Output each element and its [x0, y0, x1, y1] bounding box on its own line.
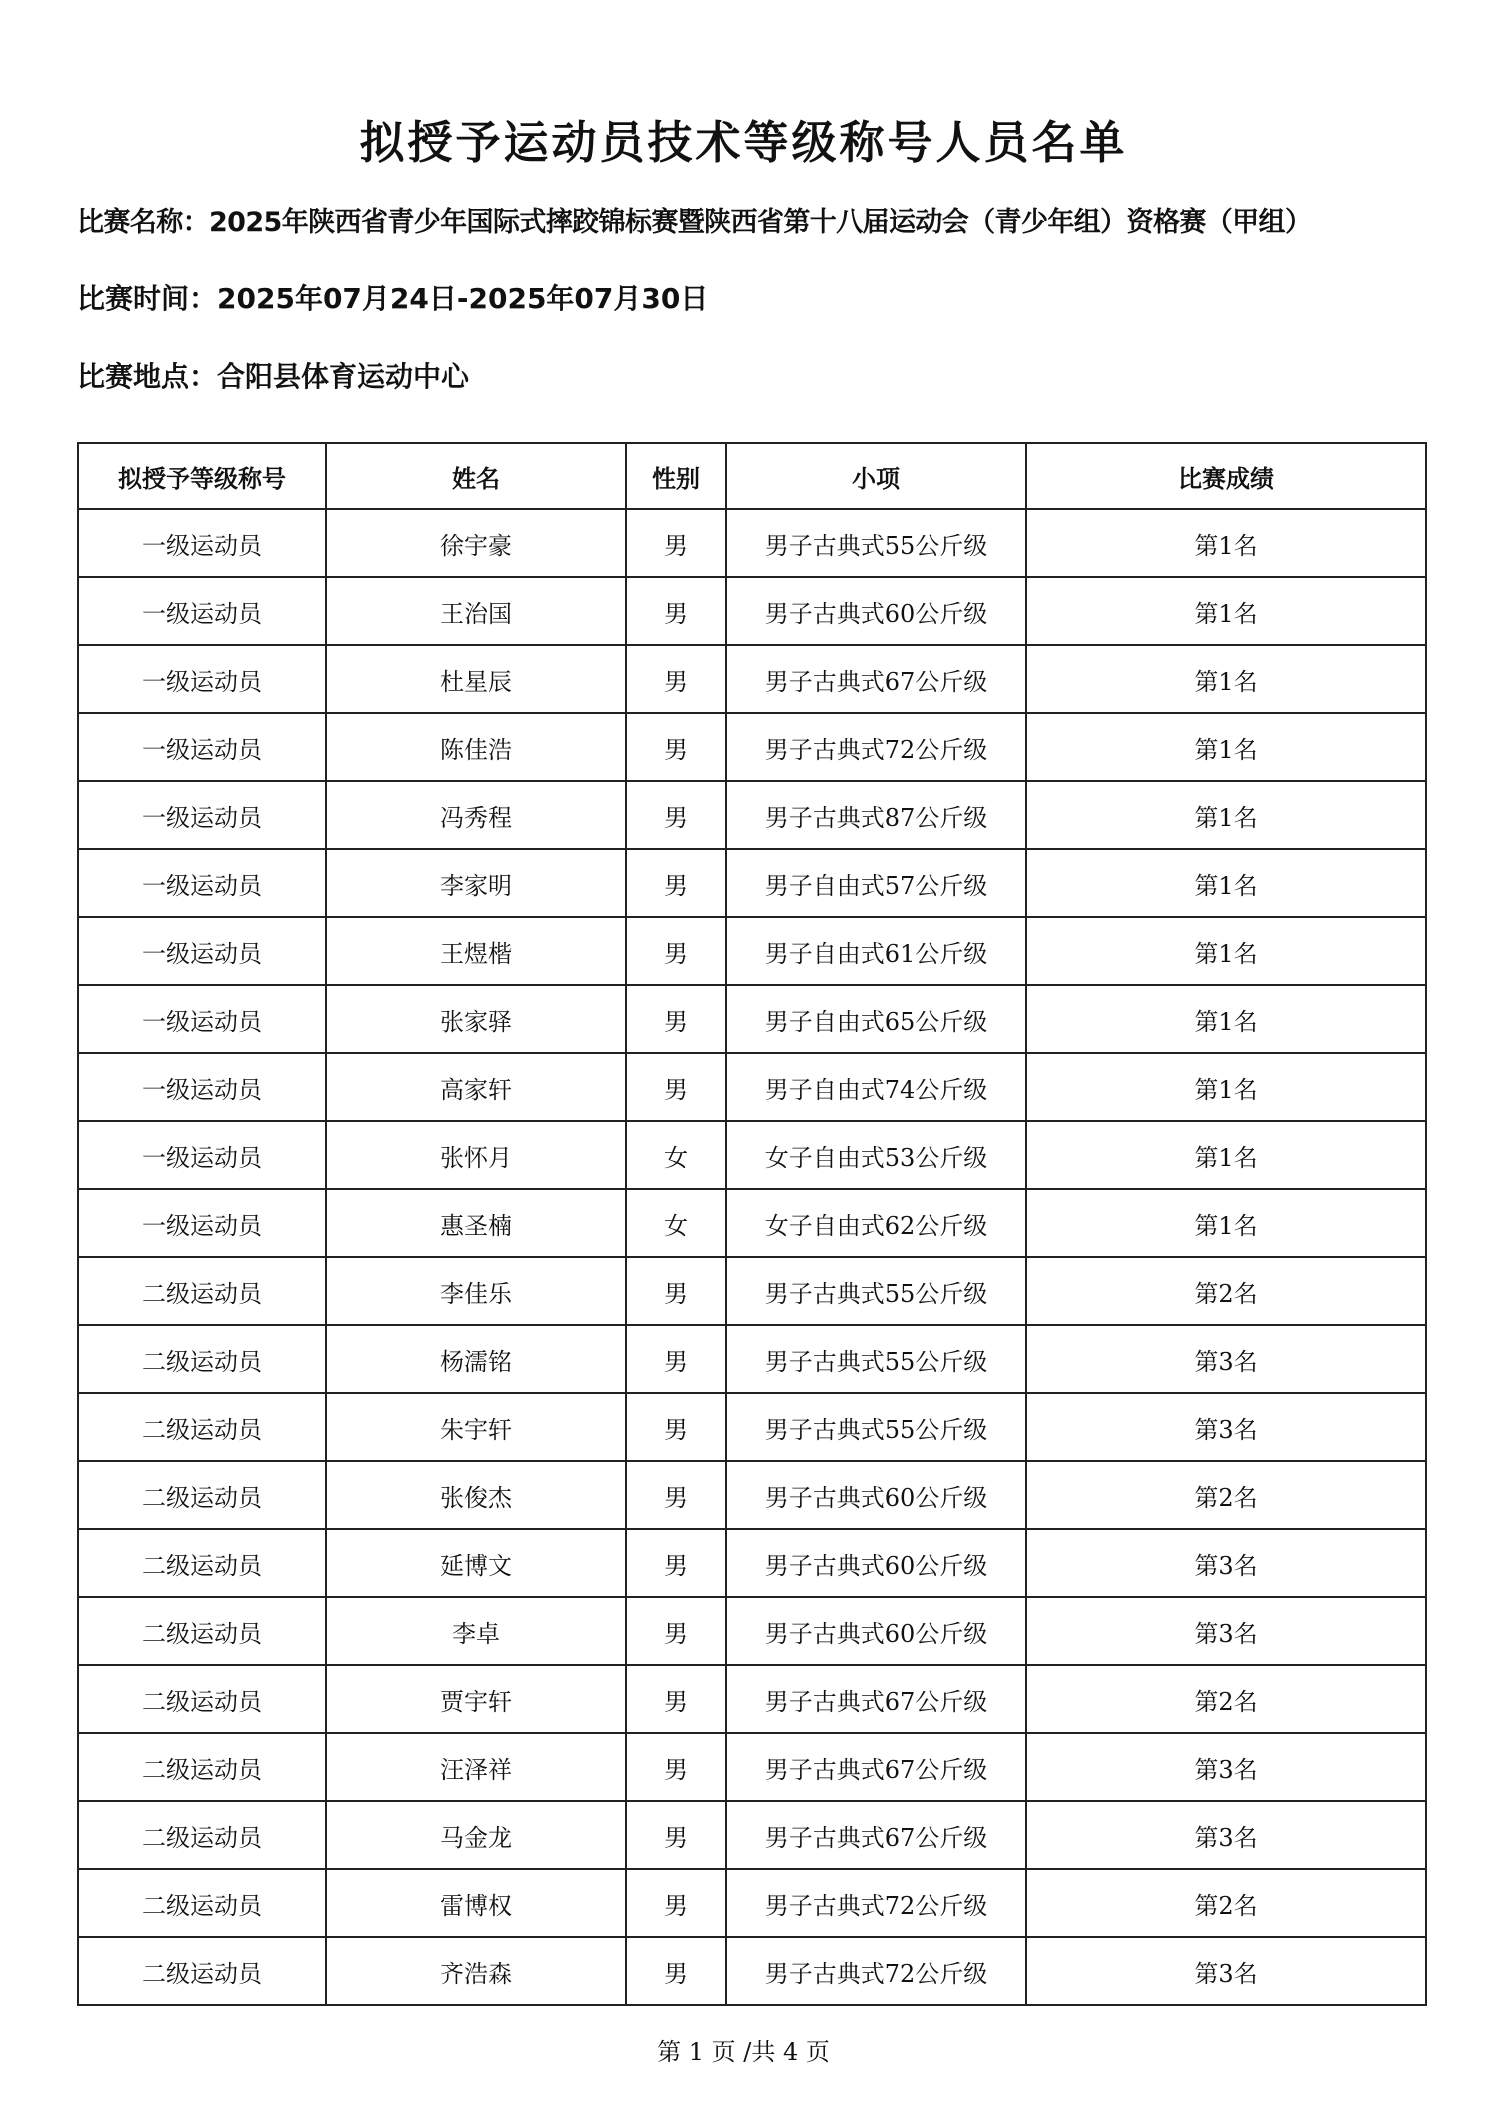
cell-level: 一级运动员 — [78, 1121, 326, 1189]
table-row — [78, 509, 1426, 577]
cell-level: 二级运动员 — [78, 1801, 326, 1869]
cell-sex: 男 — [626, 1597, 726, 1665]
cell-sex: 男 — [626, 1801, 726, 1869]
cell-level: 二级运动员 — [78, 1461, 326, 1529]
cell-sex: 男 — [626, 1461, 726, 1529]
cell-name: 齐浩森 — [326, 1937, 626, 2005]
table-row — [78, 1869, 1426, 1937]
table-row — [78, 1937, 1426, 2005]
cell-result: 第1名 — [1026, 1189, 1426, 1257]
cell-event: 男子古典式60公斤级 — [726, 577, 1026, 645]
cell-name: 高家轩 — [326, 1053, 626, 1121]
cell-event: 男子自由式65公斤级 — [726, 985, 1026, 1053]
cell-sex: 男 — [626, 1053, 726, 1121]
cell-result: 第1名 — [1026, 985, 1426, 1053]
cell-name: 汪泽祥 — [326, 1733, 626, 1801]
time-value: 2025年07月24日-2025年07月30日 — [217, 282, 709, 315]
cell-sex: 男 — [626, 509, 726, 577]
header-name: 姓名 — [326, 443, 626, 509]
cell-result: 第1名 — [1026, 1121, 1426, 1189]
cell-sex: 男 — [626, 1937, 726, 2005]
cell-event: 男子古典式60公斤级 — [726, 1597, 1026, 1665]
table-body — [78, 509, 1426, 2005]
cell-event: 男子古典式67公斤级 — [726, 1801, 1026, 1869]
cell-event: 男子古典式67公斤级 — [726, 645, 1026, 713]
cell-sex: 男 — [626, 645, 726, 713]
cell-sex: 男 — [626, 1393, 726, 1461]
cell-level: 一级运动员 — [78, 1189, 326, 1257]
table-row — [78, 1597, 1426, 1665]
cell-sex: 男 — [626, 781, 726, 849]
cell-event: 男子古典式55公斤级 — [726, 1393, 1026, 1461]
competition-value: 2025年陕西省青少年国际式摔跤锦标赛暨陕西省第十八届运动会（青少年组）资格赛（甲组） — [209, 207, 1312, 238]
cell-event: 男子古典式72公斤级 — [726, 713, 1026, 781]
cell-name: 张怀月 — [326, 1121, 626, 1189]
cell-level: 一级运动员 — [78, 1053, 326, 1121]
cell-event: 男子古典式72公斤级 — [726, 1869, 1026, 1937]
table-row — [78, 1461, 1426, 1529]
cell-result: 第1名 — [1026, 577, 1426, 645]
cell-event: 男子古典式72公斤级 — [726, 1937, 1026, 2005]
cell-sex: 男 — [626, 1665, 726, 1733]
cell-sex: 女 — [626, 1189, 726, 1257]
cell-result: 第1名 — [1026, 509, 1426, 577]
cell-level: 二级运动员 — [78, 1937, 326, 2005]
cell-result: 第3名 — [1026, 1937, 1426, 2005]
table-row — [78, 577, 1426, 645]
cell-event: 男子自由式57公斤级 — [726, 849, 1026, 917]
place-label: 比赛地点： — [77, 360, 218, 393]
cell-event: 男子古典式55公斤级 — [726, 509, 1026, 577]
cell-name: 惠圣楠 — [326, 1189, 626, 1257]
place-value: 合阳县体育运动中心 — [217, 360, 470, 393]
table-row — [78, 849, 1426, 917]
cell-name: 贾宇轩 — [326, 1665, 626, 1733]
cell-name: 张家驿 — [326, 985, 626, 1053]
cell-result: 第1名 — [1026, 849, 1426, 917]
cell-sex: 男 — [626, 1529, 726, 1597]
cell-event: 男子古典式60公斤级 — [726, 1529, 1026, 1597]
cell-name: 马金龙 — [326, 1801, 626, 1869]
cell-name: 李家明 — [326, 849, 626, 917]
cell-sex: 男 — [626, 577, 726, 645]
cell-result: 第3名 — [1026, 1801, 1426, 1869]
cell-level: 二级运动员 — [78, 1325, 326, 1393]
table-row — [78, 985, 1426, 1053]
cell-name: 李佳乐 — [326, 1257, 626, 1325]
cell-name: 杜星辰 — [326, 645, 626, 713]
table-row — [78, 1665, 1426, 1733]
cell-level: 一级运动员 — [78, 577, 326, 645]
table-row — [78, 1189, 1426, 1257]
cell-event: 男子古典式60公斤级 — [726, 1461, 1026, 1529]
cell-level: 一级运动员 — [78, 917, 326, 985]
page-number: 第 1 页 /共 4 页 — [657, 2038, 830, 2066]
cell-event: 男子自由式61公斤级 — [726, 917, 1026, 985]
cell-level: 一级运动员 — [78, 985, 326, 1053]
cell-result: 第3名 — [1026, 1597, 1426, 1665]
cell-name: 李卓 — [326, 1597, 626, 1665]
table-row — [78, 1257, 1426, 1325]
cell-result: 第1名 — [1026, 781, 1426, 849]
cell-level: 二级运动员 — [78, 1393, 326, 1461]
table-row — [78, 1121, 1426, 1189]
cell-level: 二级运动员 — [78, 1257, 326, 1325]
header-level: 拟授予等级称号 — [78, 443, 326, 509]
cell-name: 王煜楷 — [326, 917, 626, 985]
cell-level: 一级运动员 — [78, 509, 326, 577]
cell-result: 第3名 — [1026, 1733, 1426, 1801]
cell-level: 一级运动员 — [78, 849, 326, 917]
cell-result: 第1名 — [1026, 917, 1426, 985]
cell-sex: 男 — [626, 1869, 726, 1937]
table-row — [78, 1325, 1426, 1393]
cell-result: 第1名 — [1026, 713, 1426, 781]
cell-sex: 男 — [626, 713, 726, 781]
table-row — [78, 645, 1426, 713]
cell-sex: 男 — [626, 985, 726, 1053]
cell-sex: 男 — [626, 1325, 726, 1393]
table-row — [78, 1393, 1426, 1461]
cell-level: 一级运动员 — [78, 781, 326, 849]
table-header-row — [78, 443, 1426, 509]
table-row — [78, 1801, 1426, 1869]
cell-level: 二级运动员 — [78, 1665, 326, 1733]
cell-event: 男子古典式67公斤级 — [726, 1665, 1026, 1733]
cell-event: 男子自由式74公斤级 — [726, 1053, 1026, 1121]
cell-sex: 男 — [626, 1257, 726, 1325]
table-row — [78, 917, 1426, 985]
cell-event: 男子古典式55公斤级 — [726, 1325, 1026, 1393]
cell-result: 第2名 — [1026, 1869, 1426, 1937]
cell-event: 女子自由式53公斤级 — [726, 1121, 1026, 1189]
cell-name: 陈佳浩 — [326, 713, 626, 781]
competition-time — [77, 277, 708, 317]
cell-name: 延博文 — [326, 1529, 626, 1597]
cell-result: 第3名 — [1026, 1325, 1426, 1393]
cell-name: 雷博权 — [326, 1869, 626, 1937]
cell-name: 王治国 — [326, 577, 626, 645]
cell-name: 朱宇轩 — [326, 1393, 626, 1461]
cell-result: 第3名 — [1026, 1393, 1426, 1461]
cell-result: 第1名 — [1026, 645, 1426, 713]
cell-name: 徐宇豪 — [326, 509, 626, 577]
competition-name — [77, 200, 1311, 239]
cell-result: 第2名 — [1026, 1665, 1426, 1733]
cell-result: 第3名 — [1026, 1529, 1426, 1597]
cell-name: 张俊杰 — [326, 1461, 626, 1529]
table-row — [78, 781, 1426, 849]
header-event: 小项 — [726, 443, 1026, 509]
cell-result: 第1名 — [1026, 1053, 1426, 1121]
cell-name: 冯秀程 — [326, 781, 626, 849]
cell-event: 男子古典式55公斤级 — [726, 1257, 1026, 1325]
cell-sex: 男 — [626, 917, 726, 985]
cell-sex: 女 — [626, 1121, 726, 1189]
cell-name: 杨濡铭 — [326, 1325, 626, 1393]
table-row — [78, 713, 1426, 781]
cell-level: 一级运动员 — [78, 713, 326, 781]
cell-level: 二级运动员 — [78, 1597, 326, 1665]
cell-level: 二级运动员 — [78, 1733, 326, 1801]
cell-sex: 男 — [626, 1733, 726, 1801]
cell-level: 一级运动员 — [78, 645, 326, 713]
competition-label: 比赛名称： — [77, 207, 209, 238]
cell-result: 第2名 — [1026, 1257, 1426, 1325]
cell-event: 男子古典式87公斤级 — [726, 781, 1026, 849]
table-row — [78, 1053, 1426, 1121]
cell-event: 女子自由式62公斤级 — [726, 1189, 1026, 1257]
header-sex: 性别 — [626, 443, 726, 509]
cell-sex: 男 — [626, 849, 726, 917]
athlete-table — [77, 442, 1427, 2006]
cell-level: 二级运动员 — [78, 1529, 326, 1597]
competition-place — [77, 355, 469, 395]
cell-level: 二级运动员 — [78, 1869, 326, 1937]
table-row — [78, 1529, 1426, 1597]
page-title: 拟授予运动员技术等级称号人员名单 — [359, 116, 1128, 169]
table-row — [78, 1733, 1426, 1801]
cell-result: 第2名 — [1026, 1461, 1426, 1529]
header-result: 比赛成绩 — [1026, 443, 1426, 509]
time-label: 比赛时间： — [77, 282, 218, 315]
cell-event: 男子古典式67公斤级 — [726, 1733, 1026, 1801]
